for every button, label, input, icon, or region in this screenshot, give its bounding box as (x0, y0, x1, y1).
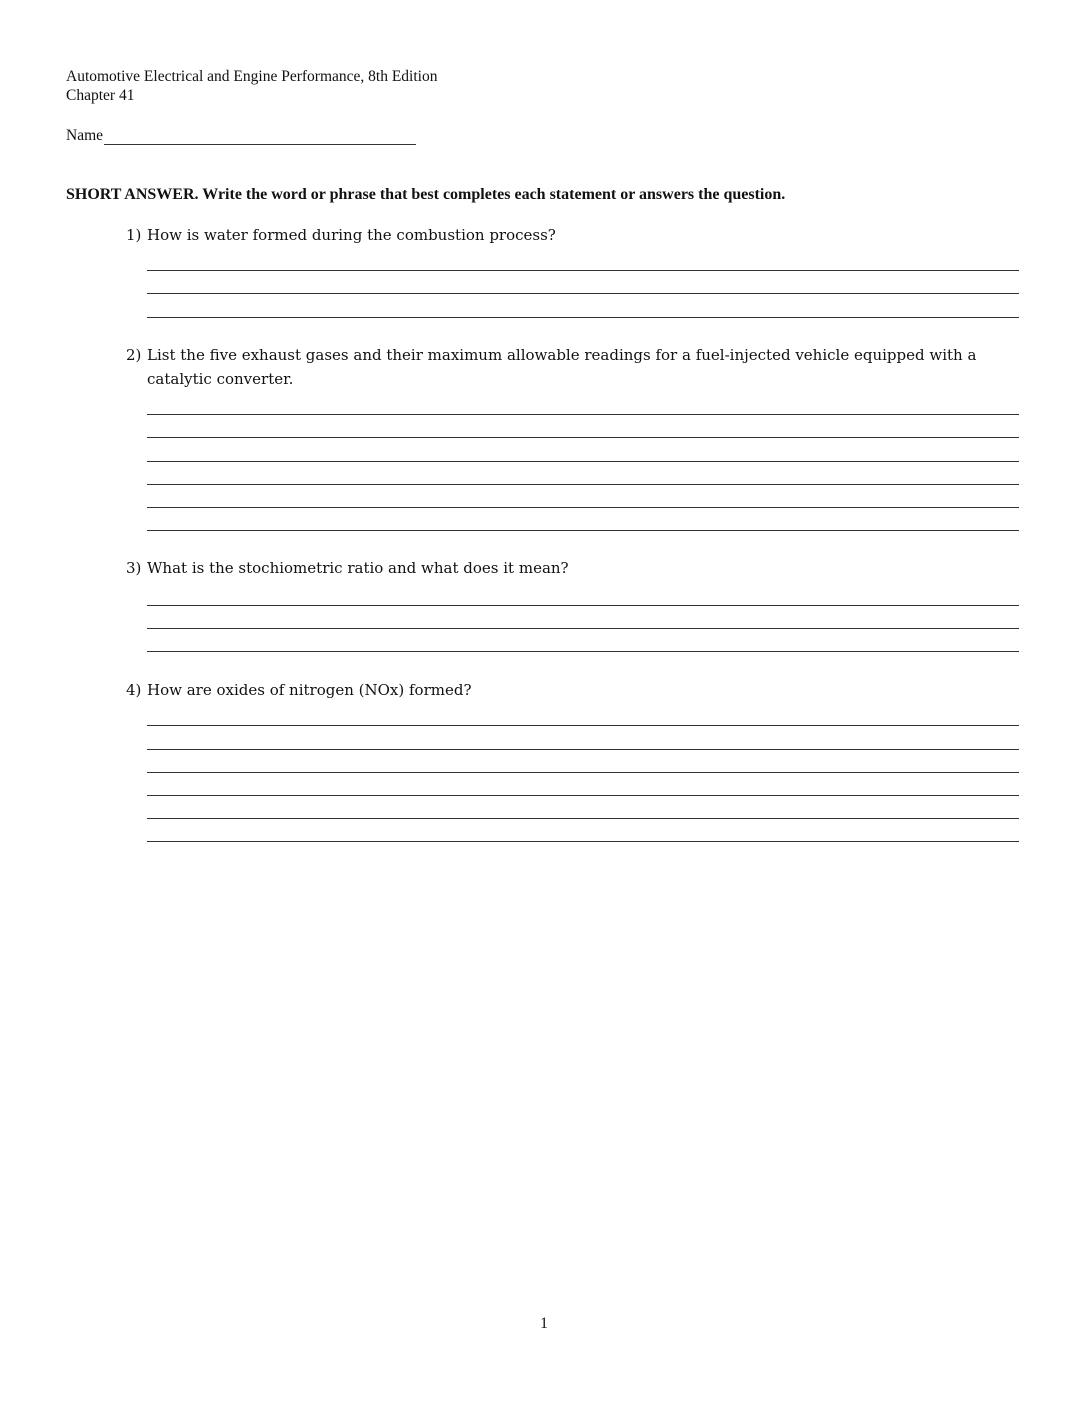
answer-line[interactable] (147, 818, 1019, 819)
question-3 (126, 556, 1016, 580)
question-number: 2) (126, 346, 142, 364)
question-number: 1) (126, 226, 142, 244)
answer-line[interactable] (147, 749, 1019, 750)
question-text: How are oxides of nitrogen (NOx) formed? (147, 681, 472, 699)
question-text: How is water formed during the combustion process? (147, 226, 556, 244)
answer-line[interactable] (147, 725, 1019, 726)
answer-line[interactable] (147, 414, 1019, 415)
answer-line[interactable] (147, 270, 1019, 271)
name-blank-line[interactable] (104, 127, 416, 145)
question-1 (126, 223, 1016, 247)
answer-line[interactable] (147, 795, 1019, 796)
answer-line[interactable] (147, 628, 1019, 629)
answer-line[interactable] (147, 651, 1019, 652)
answer-line[interactable] (147, 841, 1019, 842)
answer-line[interactable] (147, 605, 1019, 606)
question-2 (126, 343, 1016, 391)
chapter-label: Chapter 41 (66, 87, 135, 104)
document-header (66, 67, 437, 105)
question-4 (126, 678, 1016, 702)
answer-line[interactable] (147, 772, 1019, 773)
answer-line[interactable] (147, 461, 1019, 462)
question-text: List the five exhaust gases and their maximum allowable readings for a fuel-injected vehicle equipped with a catalytic converter. (147, 346, 977, 388)
answer-line[interactable] (147, 293, 1019, 294)
answer-line[interactable] (147, 530, 1019, 531)
section-instructions: SHORT ANSWER. Write the word or phrase that best completes each statement or answers the question. (66, 186, 786, 203)
answer-line[interactable] (147, 507, 1019, 508)
answer-line[interactable] (147, 317, 1019, 318)
book-title: Automotive Electrical and Engine Performance, 8th Edition (66, 68, 438, 85)
name-label: Name (66, 127, 104, 144)
question-number: 3) (126, 559, 142, 577)
name-field (66, 126, 416, 145)
question-number: 4) (126, 681, 142, 699)
answer-line[interactable] (147, 437, 1019, 438)
page-number: 1 (540, 1315, 548, 1332)
question-text: What is the stochiometric ratio and what does it mean? (147, 559, 569, 577)
answer-line[interactable] (147, 484, 1019, 485)
